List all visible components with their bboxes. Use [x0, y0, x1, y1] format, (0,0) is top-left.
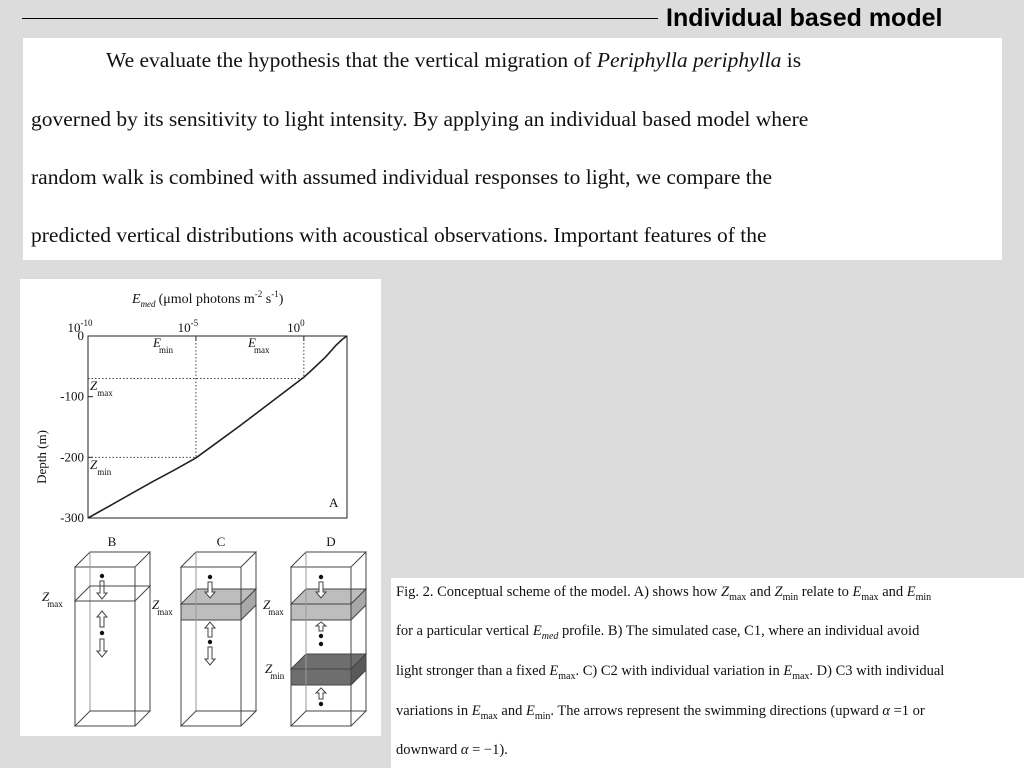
caption-sub: min	[782, 591, 799, 603]
axis-title-close: )	[278, 292, 284, 307]
panel-b-bottom-face	[75, 711, 150, 726]
up-arrow-icon	[316, 622, 326, 631]
panel-d-bottom-face	[291, 711, 366, 726]
panel-c	[181, 552, 256, 726]
figure-caption	[391, 578, 1024, 768]
individual-dot	[319, 642, 323, 646]
abstract-line-2: governed by its sensitivity to light intensity. By applying an individual based model where	[31, 107, 809, 131]
e-min-sub: min	[158, 345, 173, 355]
z-max-symbol: Z	[90, 378, 98, 393]
panel-c-band-front	[181, 604, 241, 620]
caption-sub: max	[558, 670, 576, 682]
individual-dot	[319, 575, 323, 579]
caption-text: or	[909, 703, 925, 719]
caption-text: . C) C2 with individual variation in	[575, 663, 784, 679]
z-max-sub: max	[97, 388, 113, 398]
species-name: Periphylla periphylla	[596, 48, 782, 72]
caption-symbol: E	[532, 623, 542, 639]
caption-text: and	[878, 584, 907, 600]
abstract-line-1	[106, 47, 801, 73]
axis-title-s: s	[262, 292, 272, 307]
panel-d-zmax-symbol: Z	[263, 597, 271, 612]
caption-text: = −1	[468, 742, 500, 758]
individual-dot	[319, 702, 323, 706]
e-min-symbol: E	[153, 335, 161, 350]
caption-sub: max	[861, 591, 879, 603]
up-arrow-icon	[316, 688, 326, 699]
y-tick-label: -100	[60, 388, 84, 404]
panel-b-letter: B	[107, 534, 117, 549]
panel-b-zmax-symbol: Z	[42, 589, 50, 604]
caption-text: . The arrows represent the swimming directions (upward	[550, 703, 883, 719]
e-max-sub: max	[253, 345, 270, 355]
panel-d-top-face	[291, 552, 366, 567]
z-max-label	[90, 378, 113, 398]
caption-sub: max	[792, 670, 810, 682]
x-tick-exp: 0	[300, 318, 305, 328]
model-figure	[20, 279, 381, 736]
caption-symbol: E	[471, 703, 481, 719]
caption-text: and	[746, 584, 775, 600]
slide-title: Individual based model	[666, 4, 943, 32]
panel-d-zmin-symbol: Z	[265, 661, 273, 676]
caption-text: and	[497, 703, 526, 719]
caption-sub: max	[729, 591, 747, 603]
y-axis-label: Depth (m)	[34, 430, 49, 484]
caption-sub: max	[480, 710, 498, 722]
caption-symbol: E	[525, 703, 535, 719]
caption-symbol: Z	[721, 584, 730, 600]
figure-svg	[20, 279, 381, 736]
caption-sub: min	[534, 710, 551, 722]
x-tick-exp: -10	[80, 318, 93, 328]
panel-d-zmax-label	[263, 597, 284, 617]
panel-d-zmin-sub: min	[270, 671, 285, 681]
x-tick-exp: -5	[190, 318, 199, 328]
y-tick-label: -200	[60, 449, 84, 465]
panel-b-layer	[75, 586, 150, 601]
x-tick-label	[178, 318, 199, 335]
series-line	[88, 336, 347, 518]
x-tick-base: 10	[67, 320, 81, 335]
caption-line-1	[396, 583, 931, 607]
axis-title-symbol: E	[132, 292, 141, 307]
axis-title	[131, 289, 284, 309]
caption-sub: med	[541, 630, 559, 642]
caption-symbol: E	[549, 663, 559, 679]
e-max-label	[247, 335, 270, 355]
panel-d-upper-band-front	[291, 604, 351, 620]
panel-b-zmax-sub: max	[47, 599, 63, 609]
z-min-sub: min	[97, 467, 112, 477]
individual-dot	[100, 574, 104, 578]
panel-d-zmax-sub: max	[268, 607, 284, 617]
caption-symbol: α	[460, 742, 469, 758]
panel-c-top-face	[181, 552, 256, 567]
x-ticks	[68, 318, 306, 341]
axis-title-exp2: -1	[271, 289, 279, 299]
axis-title-sub: med	[140, 299, 156, 309]
panel-b	[75, 552, 150, 726]
caption-symbol: E	[783, 663, 793, 679]
z-min-symbol: Z	[90, 457, 98, 472]
caption-text: Fig. 2. Conceptual scheme of the model. A) shows how	[396, 584, 721, 600]
x-tick-base: 10	[287, 320, 301, 335]
panel-a	[34, 289, 347, 525]
panel-d	[291, 552, 366, 726]
panel-c-bottom-face	[181, 711, 256, 726]
caption-line-3	[396, 662, 944, 686]
caption-text: variations in	[396, 703, 472, 719]
caption-line-2	[396, 622, 919, 646]
up-arrow-icon	[205, 622, 215, 637]
individual-dot	[208, 640, 212, 644]
up-arrow-icon	[97, 611, 107, 627]
title-rule	[22, 18, 658, 19]
individual-dot	[319, 634, 323, 638]
y-tick-label: 0	[77, 328, 84, 343]
caption-text: =1	[889, 703, 910, 719]
caption-text: relate to	[798, 584, 853, 600]
caption-symbol: Z	[774, 584, 783, 600]
down-arrow-icon	[97, 581, 107, 599]
axis-title-text: (μmol photons m	[158, 292, 255, 307]
axis-title-exp1: -2	[254, 289, 263, 299]
caption-symbol: E	[852, 584, 862, 600]
panel-d-zmin-label	[265, 661, 285, 681]
panel-a-letter: A	[329, 495, 339, 510]
plot-frame	[88, 336, 347, 518]
caption-symbol: E	[906, 584, 916, 600]
down-arrow-icon	[97, 639, 107, 657]
panel-b-top-face	[75, 552, 150, 567]
y-tick-label: -300	[60, 510, 84, 525]
panel-d-lower-band-front	[291, 669, 351, 685]
abstract-line-1-a: We evaluate the hypothesis that the vertical migration of	[106, 48, 592, 72]
caption-text: profile. B) The simulated case, C1, where an individual avoid	[558, 623, 920, 639]
panel-b-zmax-label	[42, 589, 63, 609]
panel-c-letter: C	[216, 534, 226, 549]
x-tick-label	[287, 318, 305, 335]
panel-c-zmax-symbol: Z	[152, 597, 160, 612]
reference-lines	[88, 336, 304, 457]
panel-d-letter: D	[326, 534, 336, 549]
abstract-line-1-b: is	[786, 48, 802, 72]
caption-text: . D) C3 with individual	[809, 663, 945, 679]
caption-symbol: α	[882, 703, 890, 719]
caption-line-5	[396, 741, 508, 759]
e-max-symbol: E	[248, 335, 256, 350]
caption-text: light stronger than a fixed	[396, 663, 550, 679]
down-arrow-icon	[205, 647, 215, 665]
abstract-line-4: predicted vertical distributions with acoustical observations. Important features of the	[31, 223, 767, 247]
panel-c-zmax-label	[152, 597, 173, 617]
caption-text: for a particular vertical	[396, 623, 533, 639]
individual-dot	[100, 631, 104, 635]
e-min-label	[152, 335, 173, 355]
z-min-label	[90, 457, 112, 477]
panel-c-zmax-sub: max	[157, 607, 173, 617]
abstract-text-image	[23, 38, 1002, 260]
caption-sub: min	[915, 591, 932, 603]
caption-text: ).	[499, 742, 508, 758]
caption-line-4	[396, 702, 925, 726]
abstract-line-3: random walk is combined with assumed individual responses to light, we compare the	[31, 165, 773, 189]
caption-text: downward	[396, 742, 461, 758]
individual-dot	[208, 575, 212, 579]
x-tick-base: 10	[177, 320, 191, 335]
